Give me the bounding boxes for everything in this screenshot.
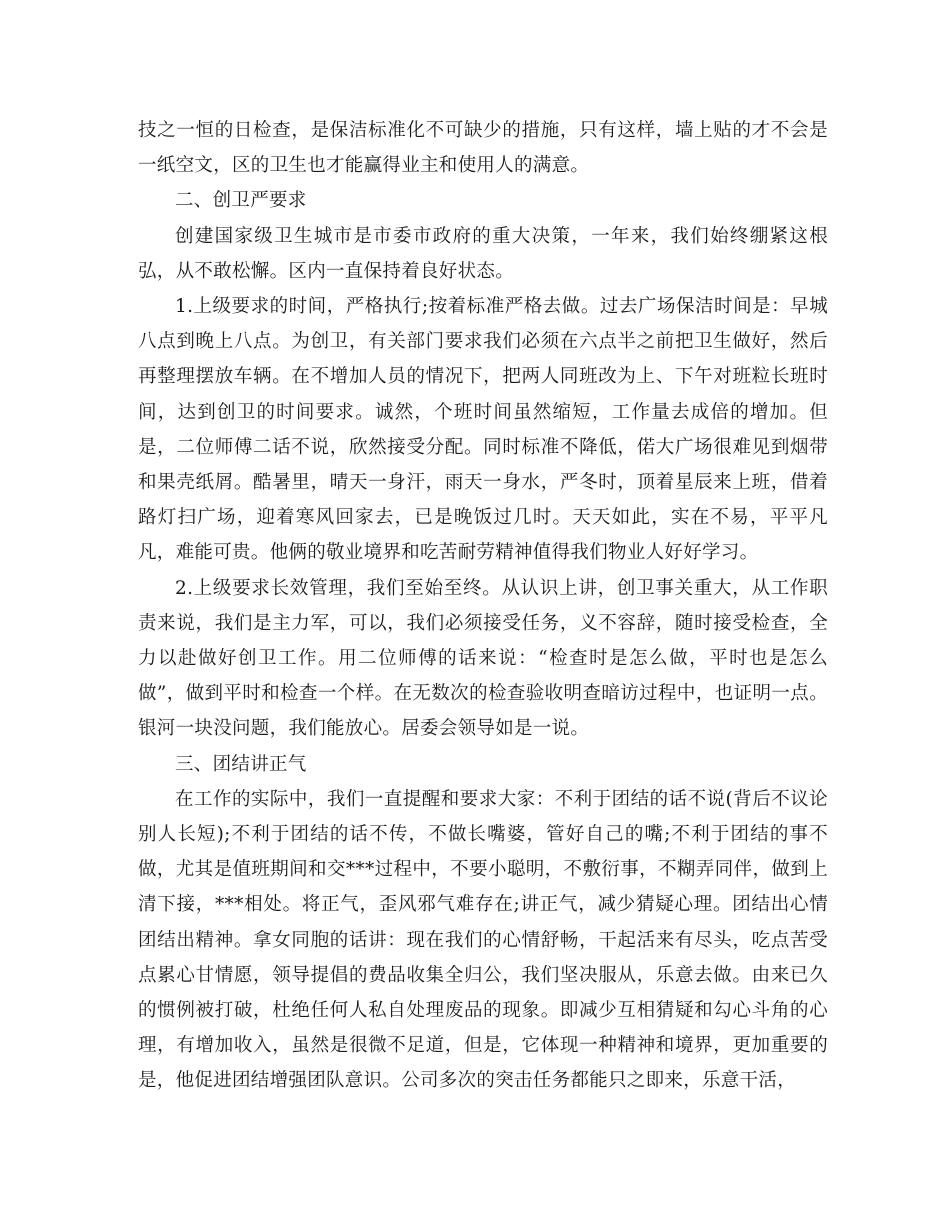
paragraph: 2.上级要求长效管理，我们至始至终。从认识上讲，创卫事关重大，从工作职责来说，我们是主力军，可以，我们必须接受任务，义不容辞，随时接受检查，全力以赴做好创卫工作。用二位师傅的话来说：“检查时是怎么做，平时也是怎么做”，做到平时和检查一个样。在无数次的检查验收明查暗访过程中，也证明一点。银河一块没问题，我们能放心。居委会领导如是一说。 [138,577,828,740]
document-body [138,113,828,1099]
paragraph: 1.上级要求的时间，严格执行;按着标准严格去做。过去广场保洁时间是：早城八点到晚上八点。为创卫，有关部门要求我们必须在六点半之前把卫生做好，然后再整理摆放车辆。在不增加人员的情况下，把两人同班改为上、下午对班粒长班时间，达到创卫的时间要求。诚然，个班时间虽然缩短，工作量去成倍的增加。但是，二位师傅二话不说，欣然接受分配。同时标准不降低，偌大广场很难见到烟带和果壳纸屑。酷暑里，晴天一身汗，雨天一身水，严冬时，顶着星辰来上班，借着路灯扫广场，迎着寒风回家去，已是晚饭过几时。天天如此，实在不易，平平凡凡，难能可贵。他俩的敬业境界和吃苦耐劳精神值得我们物业人好好学习。 [138,296,828,564]
paragraph: 在工作的实际中，我们一直提醒和要求大家：不利于团结的话不说(背后不议论别人长短);不利于团结的话不传，不做长嘴婆，管好自己的嘴;不利于团结的事不做，尤其是值班期间和交***过程中，不要小聪明，不敷衍事，不糊弄同伴，做到上清下接，***相处。将正气，歪风邪气难存在;讲正气，减少猜疑心理。团结出心情团结出精神。拿女同胞的话讲：现在我们的心情舒畅，干起活来有尽头，吃点苦受点累心甘情愿，领导提倡的费品收集全归公，我们坚决服从，乐意去做。由来已久的惯例被打破，杜绝任何人私自处理废品的现象。即减少互相猜疑和勾心斗角的心理，有增加收入，虽然是很微不足道，但是，它体现一种精神和境界，更加重要的是，他促进团结增强团队意识。公司多次的突击任务都能只之即来，乐意干活， [138,788,828,1092]
section-heading-2: 二、创卫严要求 [175,190,307,212]
paragraph-continued: 技之一恒的日检查，是保洁标准化不可缺少的措施，只有这样，墙上贴的才不会是一纸空文，区的卫生也才能赢得业主和使用人的满意。 [138,120,828,177]
section-heading-3: 三、团结讲正气 [175,753,307,775]
paragraph: 创建国家级卫生城市是市委市政府的重大决策，一年来，我们始终绷紧这根弘，从不敢松懈。区内一直保持着良好状态。 [138,225,828,282]
